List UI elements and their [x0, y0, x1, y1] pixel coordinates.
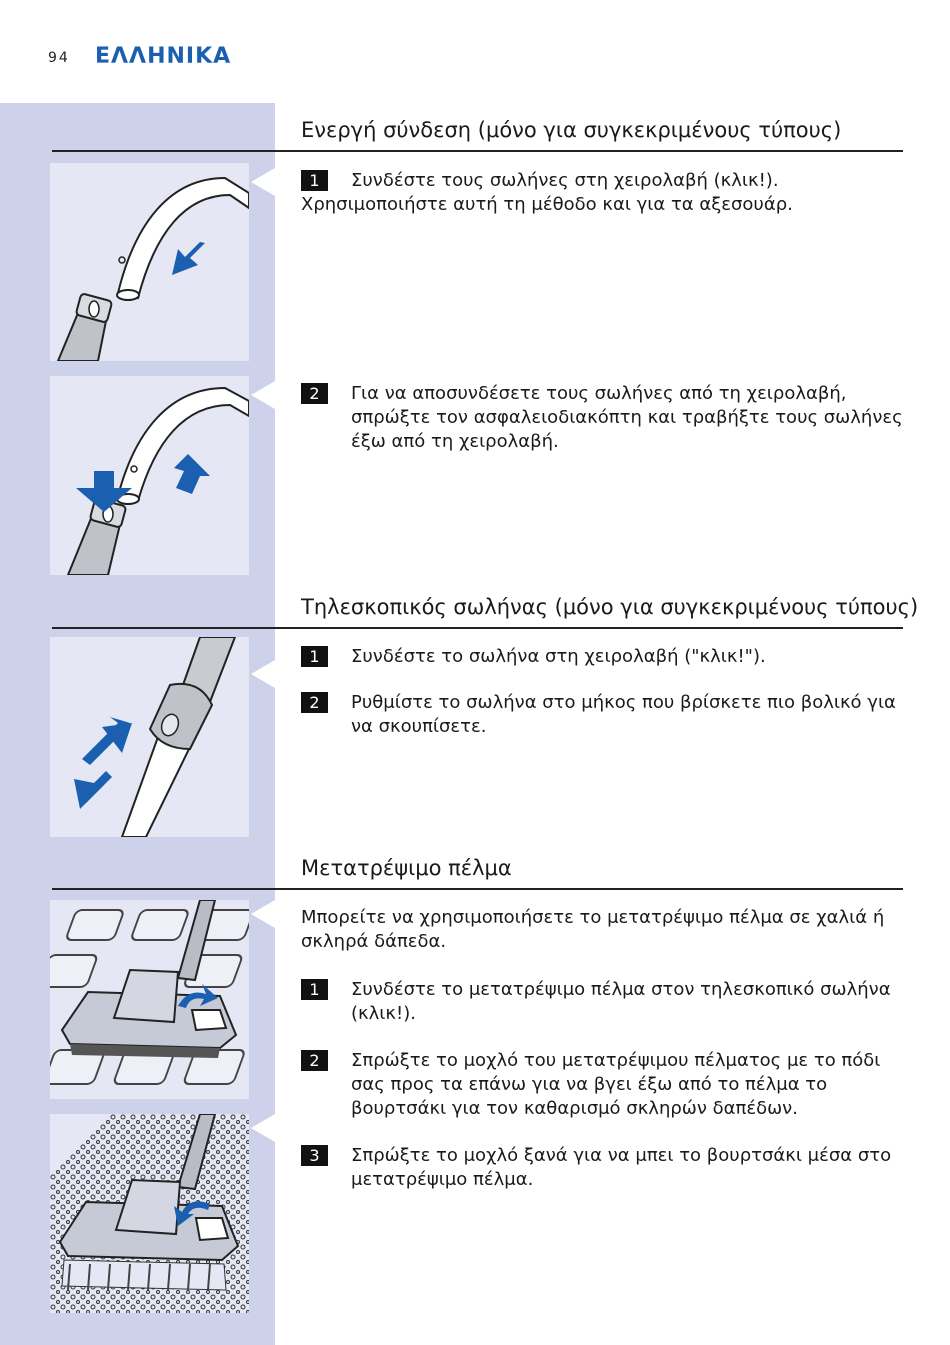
step-item: [301, 169, 911, 217]
step-text: Συνδέστε το μετατρέψιμο πέλμα στον τηλεσκοπικό σωλήνα (κλικ!).: [351, 979, 891, 1024]
figure-pointer: [251, 381, 275, 409]
step-number: 2: [301, 1050, 328, 1071]
figure-nozzle-carpet: [50, 1114, 249, 1313]
step-text: Σπρώξτε το μοχλό του μετατρέψιμου πέλματος με το πόδι σας προς τα επάνω για να βγει έξω από το πέλμα το βουρτσάκι για τον καθαρισμό σκληρών δαπέδων.: [351, 1050, 881, 1119]
section-heading-convertible-nozzle: Μετατρέψιμο πέλμα: [301, 856, 512, 880]
intro-paragraph: Μπορείτε να χρησιμοποιήσετε το μετατρέψιμο πέλμα σε χαλιά ή σκληρά δάπεδα.: [301, 907, 885, 952]
heading-rule: [52, 150, 903, 152]
step-item: [301, 691, 911, 739]
figure-pointer: [251, 900, 275, 928]
step-text: Συνδέστε το σωλήνα στη χειρολαβή ("κλικ!").: [351, 646, 766, 667]
step-number: 2: [301, 692, 328, 713]
step-number: 1: [301, 979, 328, 1000]
step-number: 2: [301, 383, 328, 404]
page-number: 94: [48, 50, 70, 66]
figure-pointer: [251, 168, 275, 196]
section-heading-active-connection: Ενεργή σύνδεση (μόνο για συγκεκριμένους τύπους): [301, 118, 842, 142]
step-item: [301, 1144, 911, 1192]
heading-rule: [52, 888, 903, 890]
step-item: [301, 645, 911, 669]
step-number: 1: [301, 646, 328, 667]
step-text: Σπρώξτε το μοχλό ξανά για να μπει το βουρτσάκι μέσα στο μετατρέψιμο πέλμα.: [351, 1145, 892, 1190]
figure-telescopic-tube: [50, 637, 249, 837]
figure-nozzle-hard-floor: [50, 900, 249, 1099]
step-item: [301, 382, 911, 454]
step-item: [301, 978, 911, 1026]
step-item: [301, 1049, 911, 1121]
section-heading-telescopic-tube: Τηλεσκοπικός σωλήνας (μόνο για συγκεκριμένους τύπους): [301, 595, 919, 619]
figure-pointer: [251, 660, 275, 688]
step-text: Ρυθμίστε το σωλήνα στο μήκος που βρίσκετε πιο βολικό για να σκουπίσετε.: [351, 692, 896, 737]
heading-rule: [52, 627, 903, 629]
figure-pointer: [251, 1114, 275, 1142]
figure-hose-connect: [50, 163, 249, 361]
step-number: 1: [301, 170, 328, 191]
step-number: 3: [301, 1145, 328, 1166]
step-text: Για να αποσυνδέσετε τους σωλήνες από τη χειρολαβή, σπρώξτε τον ασφαλειοδιακόπτη και τραβήξτε τους σωλήνες έξω από τη χειρολαβή.: [351, 383, 903, 452]
language-title: ΕΛΛΗΝΙΚΑ: [95, 44, 232, 69]
figure-hose-disconnect: [50, 376, 249, 575]
step-text: Συνδέστε τους σωλήνες στη χειρολαβή (κλικ!). Χρησιμοποιήστε αυτή τη μέθοδο και για τα αξεσουάρ.: [301, 170, 793, 215]
